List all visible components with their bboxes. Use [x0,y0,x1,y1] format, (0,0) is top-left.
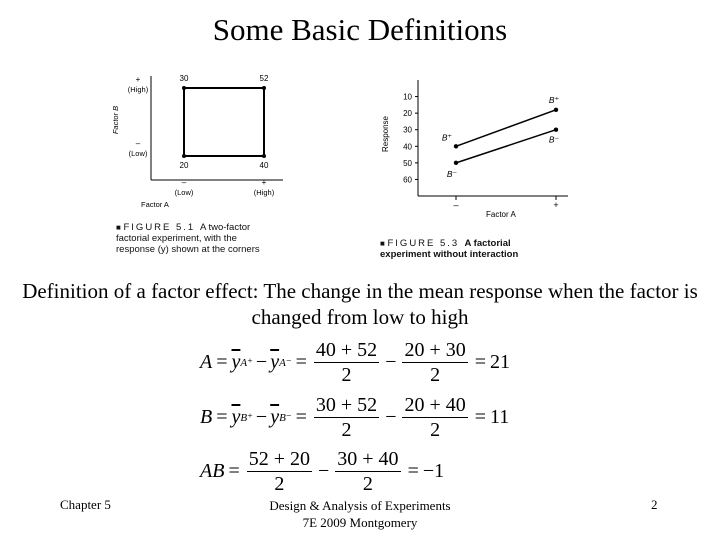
eq-ab-den2: 2 [362,473,373,495]
eq-ab-num2: 30 + 40 [337,448,399,470]
eq-a-eq2: = [295,351,307,373]
figure-5-3-chart [372,78,586,228]
eq-a-den1: 2 [341,364,352,386]
eq-b-num2: 20 + 40 [404,394,466,416]
chart-y-tick-label: 20 [403,109,412,119]
eq-a-sub2: A⁻ [279,357,292,369]
chart-x-axis-label: Factor A [486,210,516,219]
eq-a-den2: 2 [430,364,441,386]
eq-a-ybar1: $\overline{y}$ [231,351,241,373]
fig1-x-high: (High) [253,188,275,197]
chart-y-tick-label: 40 [403,142,412,152]
footer-chapter: Chapter 5 [60,497,111,512]
fig1-corner-top-right [262,86,266,90]
footer-edition: 7E 2009 Montgomery [302,515,418,530]
chart-y-axis-label: Response [381,115,390,153]
figure-5-1-diagram [105,68,305,218]
eq-b-sub2: B⁻ [279,412,292,424]
fig1-value-bottom-right: 40 [259,161,269,170]
eq-a-eq1: = [216,351,228,373]
fig1-y-low: (Low) [128,149,148,158]
chart-series-label: B⁺ [441,132,452,143]
chart-y-tick-label: 60 [403,175,412,185]
fig1-caption-square: ■ [116,223,121,232]
eq-ab-lhs: AB [200,460,225,482]
eq-b-eq2: = [295,406,307,428]
fig1-value-top-right: 52 [259,74,269,83]
eq-b-den1: 2 [341,419,352,441]
footer-course: Design & Analysis of Experiments [269,498,451,513]
fig1-corner-bottom-right [262,154,266,158]
fig1-caption-label: FIGURE 5.1 [123,222,196,233]
fig1-caption-text-1: A two-factor [200,222,251,233]
eq-a-lhs: A [200,351,213,373]
equation-ab [200,447,444,496]
eq-a-result: 21 [490,351,511,373]
eq-b-den2: 2 [430,419,441,441]
fig1-y-high: (High) [127,85,149,94]
chart-y-tick-label: 50 [403,158,412,168]
fig1-corner-bottom-left [182,154,186,158]
eq-b-fraction-1 [314,393,379,442]
fig1-y-minus: – [135,139,141,148]
equation-a [200,338,510,387]
eq-b-minus2: − [385,406,397,428]
eq-ab-eq3: = [407,460,419,482]
eq-b-eq1: = [216,406,228,428]
eq-b-minus: − [255,406,268,428]
chart-series-label: B⁻ [446,168,458,179]
fig1-corner-top-left [182,86,186,90]
chart-y-tick-label: 10 [403,92,412,102]
eq-b-ybar2: $\overline{y}$ [270,406,280,428]
fig1-x-plus: + [261,178,267,187]
chart-series-label: B⁺ [548,94,560,105]
eq-b-ybar1: $\overline{y}$ [231,406,241,428]
eq-ab-fraction-2 [335,447,400,496]
fig3-caption-text-1: A factorial [464,238,511,249]
chart-x-tick-label: – [453,200,459,210]
chart-point [454,161,458,165]
eq-a-num2: 20 + 30 [404,339,466,361]
eq-a-fraction-2 [402,338,467,387]
eq-a-eq3: = [474,351,487,373]
eq-ab-result: −1 [422,460,445,482]
eq-a-minus2: − [385,351,397,373]
eq-ab-eq1: = [228,460,240,482]
fig1-x-minus: – [181,178,187,187]
eq-ab-fraction-1 [247,447,312,496]
chart-x-tick-label: + [553,200,559,210]
fig1-y-plus: + [135,75,141,84]
eq-a-sub1: A⁺ [240,357,253,369]
fig1-x-axis-label: Factor A [141,200,169,209]
footer-center [200,497,520,531]
chart-y-tick-label: 30 [403,125,412,135]
fig3-caption-square: ■ [380,239,385,248]
fig1-y-axis-label: Factor B [111,105,120,135]
chart-point [554,128,558,132]
chart-series-label: B⁻ [548,134,560,145]
fig3-caption-text-2: experiment without interaction [380,249,519,260]
definition-text: Definition of a factor effect: The change in the mean response when the factor is changed from low to high [22,279,698,329]
fig1-square [184,88,264,156]
fig1-caption-text-3: response (y) shown at the corners [116,244,260,255]
fig3-caption-label: FIGURE 5.3 [387,238,460,249]
figure-5-3-caption [380,238,610,260]
eq-b-num1: 30 + 52 [315,394,378,416]
eq-ab-minus2: − [318,460,330,482]
slide-title: Some Basic Definitions [212,12,508,47]
fig1-x-low: (Low) [174,188,194,197]
eq-a-ybar2: $\overline{y}$ [270,351,280,373]
eq-a-minus: − [255,351,268,373]
equation-b [200,393,509,442]
chart-point [554,108,558,112]
eq-b-fraction-2 [402,393,467,442]
footer-page-number: 2 [651,497,658,512]
eq-b-sub1: B⁺ [240,412,253,424]
eq-a-fraction-1 [314,338,379,387]
chart-point [454,144,458,148]
fig1-value-top-left: 30 [179,74,189,83]
eq-ab-num1: 52 + 20 [248,448,310,470]
eq-b-lhs: B [200,406,213,428]
figure-5-1-caption [116,222,306,255]
chart-series-line [456,110,556,146]
eq-a-num1: 40 + 52 [315,339,378,361]
fig1-value-bottom-left: 20 [179,161,189,170]
chart-series-line [456,130,556,163]
eq-b-result: 11 [490,406,510,428]
eq-ab-den1: 2 [274,473,285,495]
fig1-caption-text-2: factorial experiment, with the [116,233,237,244]
eq-b-eq3: = [474,406,487,428]
